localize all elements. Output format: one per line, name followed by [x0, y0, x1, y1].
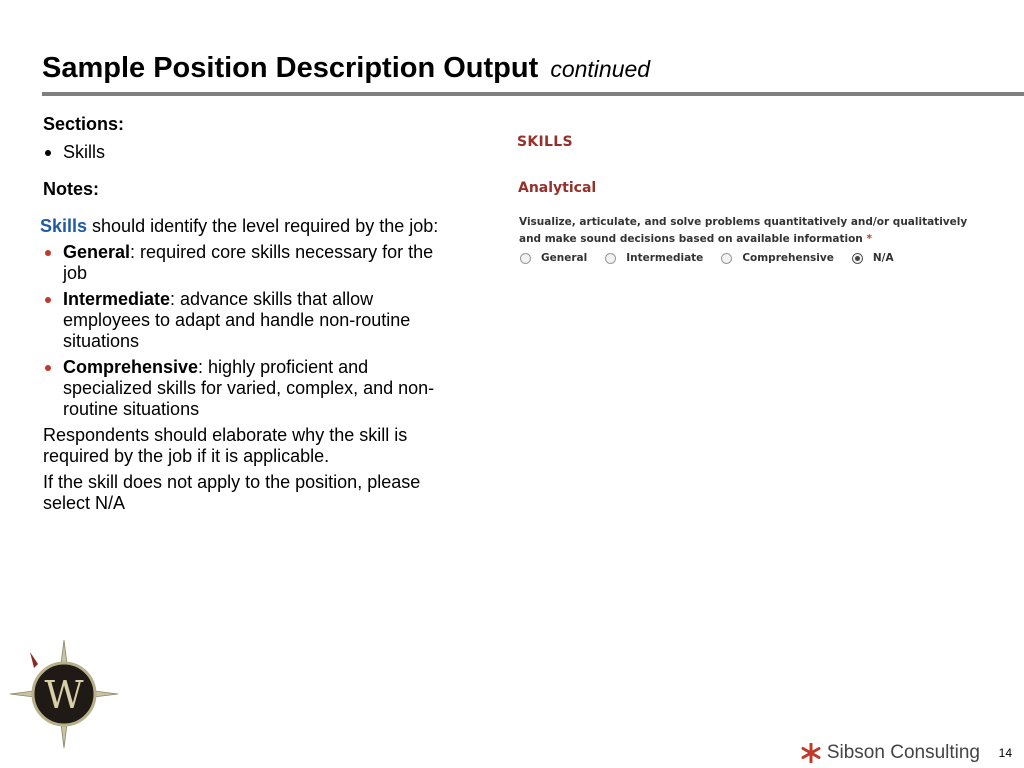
required-marker: * [866, 233, 872, 245]
slide-title-suffix: continued [550, 56, 651, 82]
brand-mark [801, 742, 980, 764]
level-radio-group [520, 252, 912, 264]
radio-button-selected[interactable] [852, 253, 863, 264]
level-item-general [40, 242, 455, 284]
radio-option-general[interactable] [520, 252, 587, 264]
radio-label: N/A [872, 252, 894, 264]
title-divider [42, 92, 1024, 96]
star-icon [801, 743, 821, 763]
compass-logo-icon [8, 638, 120, 750]
level-desc: : highly proficient and specialized skills for varied, complex, and non-routine situations [63, 357, 435, 419]
level-term: General [63, 242, 131, 262]
elaborate-paragraph: Respondents should elaborate why the skill is required by the job if it is applicable. [43, 425, 408, 466]
section-item-skills: Skills [40, 142, 455, 163]
skills-form-screenshot [517, 134, 1017, 264]
radio-option-comprehensive[interactable] [721, 252, 834, 264]
radio-button[interactable] [520, 253, 531, 264]
na-paragraph: If the skill does not apply to the position, please select N/A [43, 472, 421, 513]
intro-paragraph [40, 216, 455, 237]
radio-label: Intermediate [626, 252, 704, 264]
radio-button[interactable] [721, 253, 732, 264]
form-question-text: Visualize, articulate, and solve problems quantitatively and/or qualitatively and make sound decisions based on available information [519, 216, 968, 245]
notes-panel [40, 114, 455, 514]
notes-heading: Notes: [43, 179, 100, 199]
radio-option-intermediate[interactable] [605, 252, 703, 264]
slide-title [42, 52, 650, 85]
logo-letter: W [44, 673, 84, 717]
radio-label: General [541, 252, 588, 264]
page-number: 14 [998, 746, 1012, 760]
intro-skills-keyword: Skills [40, 216, 88, 236]
brand-name: Sibson Consulting [826, 742, 980, 763]
radio-option-na[interactable] [852, 252, 894, 264]
level-desc: : required core skills necessary for the job [63, 242, 434, 283]
level-term: Intermediate [63, 289, 171, 309]
level-desc: : advance skills that allow employees to adapt and handle non-routine situations [63, 289, 411, 351]
level-item-intermediate [40, 289, 455, 352]
sections-heading: Sections: [43, 114, 125, 134]
radio-button[interactable] [605, 253, 616, 264]
intro-text: should identify the level required by the job: [87, 216, 439, 236]
form-section-title: SKILLS [517, 134, 573, 150]
level-term: Comprehensive [63, 357, 199, 377]
radio-label: Comprehensive [742, 252, 834, 264]
level-item-comprehensive [40, 357, 455, 420]
form-question [519, 214, 989, 248]
slide-title-main: Sample Position Description Output [42, 52, 539, 84]
form-skill-name: Analytical [518, 180, 597, 196]
